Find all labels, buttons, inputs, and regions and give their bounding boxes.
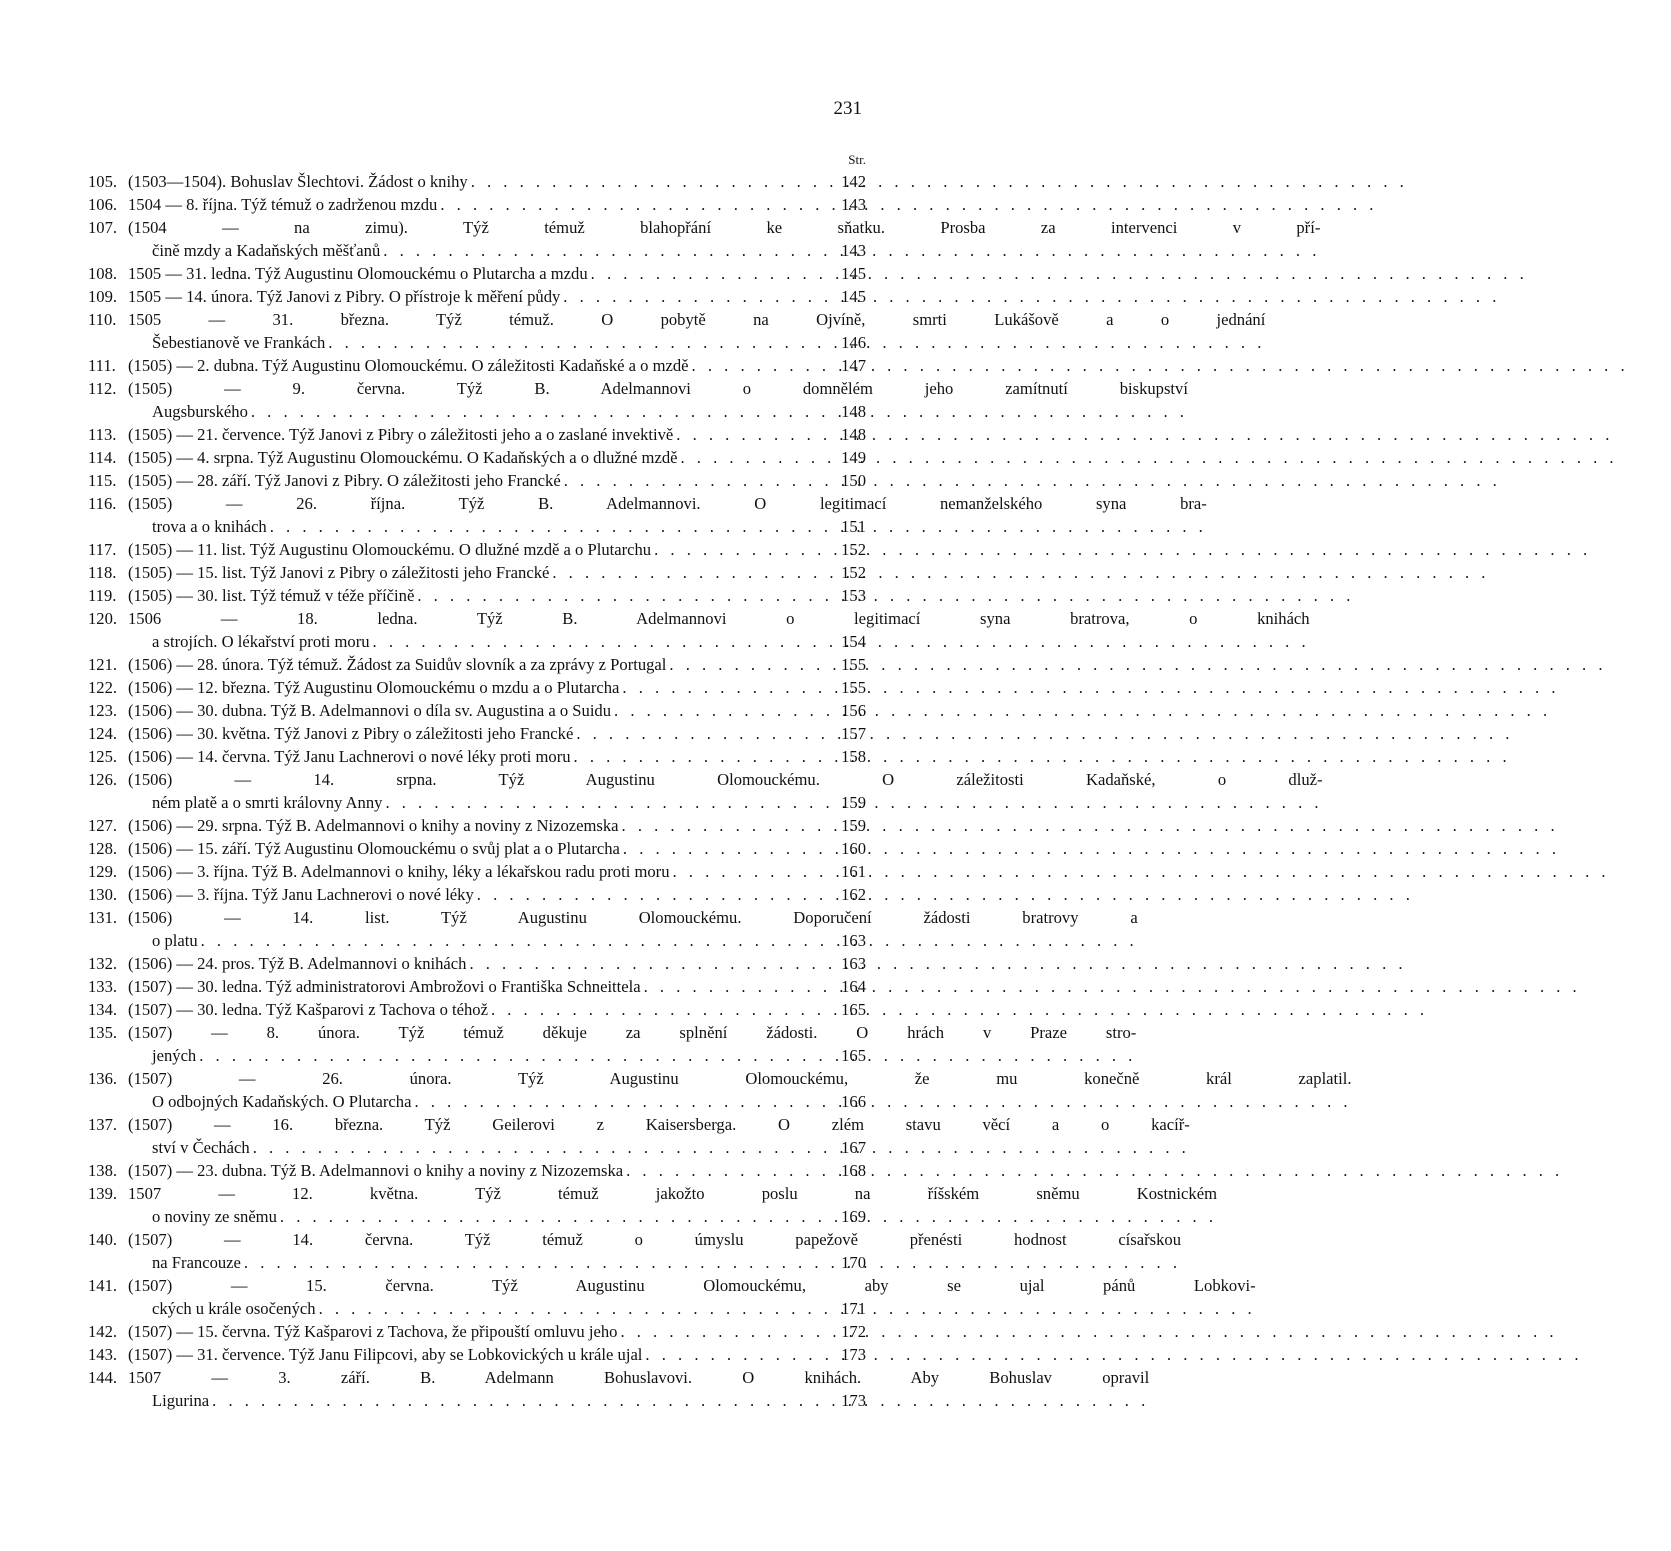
entry-title-text: 1505 — 14. února. Týž Janovi z Pibry. O přístroje k měření půdy	[128, 287, 561, 306]
entry-number: 108.	[88, 264, 118, 283]
entry-page: 160	[841, 839, 866, 858]
entry-number: 116.	[88, 494, 117, 513]
entry-page: 165	[841, 1046, 866, 1065]
entry-title-line	[128, 561, 1489, 584]
entry-number: 110.	[88, 310, 117, 329]
toc-entry	[88, 446, 866, 469]
entry-title-line	[128, 998, 1428, 1021]
entry-page: 155	[841, 678, 866, 697]
entry-number: 139.	[88, 1184, 118, 1203]
toc-entry	[88, 377, 1188, 423]
toc-entry	[88, 1021, 1137, 1067]
dot-leader	[677, 446, 1617, 469]
entry-title-text: (1505) — 28. září. Týž Janovi z Pibry. O záležitosti jeho Francké	[128, 471, 561, 490]
entry-page: 143	[841, 241, 866, 260]
entry-page: 157	[841, 724, 866, 743]
toc-entry	[88, 699, 866, 722]
entry-title-line	[128, 1251, 1181, 1274]
entry-title	[128, 354, 1671, 377]
entry-title-line: (1506) — 14. srpna. Týž Augustinu Olomouckému. O záležitosti Kadaňské, o dluž-	[128, 770, 1323, 789]
entry-title	[128, 653, 1648, 676]
entry-title-line	[128, 584, 1354, 607]
table-of-contents	[88, 170, 1352, 1412]
entry-number: 106.	[88, 195, 118, 214]
toc-entry	[88, 860, 866, 883]
entry-title	[128, 584, 1396, 607]
entry-title	[128, 975, 1623, 998]
entry-title-text: (1507) — 30. ledna. Týž Kašparovi z Tachova o téhož	[128, 1000, 488, 1019]
entry-title	[128, 423, 1655, 446]
toc-entry	[88, 906, 1138, 952]
entry-number: 123.	[88, 701, 118, 720]
entry-page: 145	[841, 264, 866, 283]
dot-leader	[549, 561, 1489, 584]
entry-title-text: (1506) — 30. května. Týž Janovi z Pibry o záležitosti jeho Francké	[128, 724, 574, 743]
entry-title-text: (1507) — 15. června. Týž Kašparovi z Tachova, že připouští omluvu jeho	[128, 1322, 618, 1341]
entry-title-text: na Francouze	[152, 1253, 241, 1272]
dot-leader	[241, 1251, 1181, 1274]
entry-page: 148	[841, 402, 866, 421]
entry-number: 131.	[88, 908, 118, 927]
dot-leader	[617, 1320, 1557, 1343]
dot-leader	[642, 1343, 1582, 1366]
dot-leader	[414, 584, 1354, 607]
dot-leader	[641, 975, 1581, 998]
entry-title-text: (1506) — 3. října. Týž Janu Lachnerovi o nové léky	[128, 885, 474, 904]
toc-entry	[88, 1366, 1150, 1412]
entry-page: 163	[841, 931, 866, 950]
entry-title-line	[128, 170, 1408, 193]
dot-leader	[651, 538, 1591, 561]
entry-number: 137.	[88, 1115, 118, 1134]
entry-title	[128, 1067, 1394, 1113]
entry-title-text: (1505) — 15. list. Týž Janovi z Pibry o záležitosti jeho Francké	[128, 563, 550, 582]
entry-page: 151	[841, 517, 866, 536]
entry-title-line	[128, 791, 1323, 814]
entry-number: 134.	[88, 1000, 118, 1019]
entry-title-text: čině mzdy a Kadaňských měšťanů	[152, 241, 381, 260]
entry-title-text: (1506) — 24. pros. Týž B. Adelmannovi o knihách	[128, 954, 467, 973]
entry-title-text: 1504 — 8. října. Týž témuž o zadrženou mzdu	[128, 195, 438, 214]
entry-title-text: (1507) — 30. ledna. Týž administratorovi Ambrožovi o Františka Schneittela	[128, 977, 641, 996]
entry-title-text: O odbojných Kadaňských. O Plutarcha	[152, 1092, 412, 1111]
entry-title-text: (1506) — 3. října. Týž B. Adelmannovi o knihy, léky a lékařskou radu proti moru	[128, 862, 670, 881]
entry-number: 121.	[88, 655, 118, 674]
entry-number: 125.	[88, 747, 118, 766]
entry-title-line: (1507) — 15. června. Týž Augustinu Olomouckému, aby se ujal pánů Lobkovi-	[128, 1276, 1256, 1295]
entry-title	[128, 952, 1449, 975]
dot-leader	[620, 837, 1560, 860]
entry-title	[128, 1274, 1298, 1320]
entry-title-line	[128, 630, 1310, 653]
entry-title-line: (1505) — 9. června. Týž B. Adelmannovi o domnělém jeho zamítnutí biskupství	[128, 379, 1188, 398]
entry-number: 122.	[88, 678, 118, 697]
dot-leader	[488, 998, 1428, 1021]
entry-title	[128, 998, 1470, 1021]
dot-leader	[474, 883, 1414, 906]
entry-title-line	[128, 331, 1265, 354]
entry-number: 120.	[88, 609, 118, 628]
entry-page: 161	[841, 862, 866, 881]
entry-page: 167	[841, 1138, 866, 1157]
entry-title-text: (1506) — 15. září. Týž Augustinu Olomouckému o svůj plat a o Plutarcha	[128, 839, 620, 858]
dot-leader	[209, 1389, 1149, 1412]
entry-number: 109.	[88, 287, 118, 306]
entry-title-text: (1505) — 21. července. Týž Janovi z Pibry o záležitosti jeho a o zaslané invektivě	[128, 425, 674, 444]
entry-page: 145	[841, 287, 866, 306]
entry-number: 142.	[88, 1322, 118, 1341]
entry-title-line	[128, 446, 1618, 469]
entry-page: 163	[841, 954, 866, 973]
entry-number: 132.	[88, 954, 118, 973]
toc-entry	[88, 952, 866, 975]
entry-number: 105.	[88, 172, 118, 191]
dot-leader	[198, 929, 1138, 952]
toc-entry	[88, 170, 866, 193]
entry-title	[128, 308, 1307, 354]
entry-title-line	[128, 1090, 1352, 1113]
entry-title-text: (1503—1504). Bohuslav Šlechtovi. Žádost o knihy	[128, 172, 468, 191]
entry-title-line	[128, 1044, 1136, 1067]
entry-title-text: o platu	[152, 931, 198, 950]
dot-leader	[673, 423, 1613, 446]
entry-title-text: ném platě a o smrti královny Anny	[152, 793, 383, 812]
toc-entry	[88, 768, 1323, 814]
entry-page: 153	[841, 586, 866, 605]
dot-leader	[666, 653, 1606, 676]
entry-title-line	[128, 285, 1500, 308]
entry-page: 156	[841, 701, 866, 720]
entry-title-text: (1505) — 2. dubna. Týž Augustinu Olomouckému. O záležitosti Kadaňské a o mzdě	[128, 356, 689, 375]
toc-entry	[88, 837, 866, 860]
entry-title-text: trova a o knihách	[152, 517, 267, 536]
entry-page: 159	[841, 816, 866, 835]
toc-entry	[88, 1343, 866, 1366]
toc-entry	[88, 745, 866, 768]
entry-title-text: (1506) — 28. února. Týž témuž. Žádost za Suidův slovník a za zprávy z Portugal	[128, 655, 667, 674]
entry-title-text: (1506) — 12. března. Týž Augustinu Olomouckému o mzdu a o Plutarcha	[128, 678, 620, 697]
entry-title-text: (1505) — 11. list. Týž Augustinu Olomouckému. O dlužné mzdě a o Plutarchu	[128, 540, 652, 559]
entry-title-line: (1507) — 26. února. Týž Augustinu Olomouckému, že mu konečně král zaplatil.	[128, 1069, 1352, 1088]
dot-leader	[277, 1205, 1217, 1228]
entry-title-line: 1505 — 31. března. Týž témuž. O pobytě na Ojvíně, smrti Lukášově a o jednání	[128, 310, 1266, 329]
toc-entry	[88, 1182, 1217, 1228]
entry-title-line	[128, 193, 1377, 216]
entry-title-text: Augsburského	[152, 402, 248, 421]
entry-page: 172	[841, 1322, 866, 1341]
entry-number: 117.	[88, 540, 117, 559]
toc-entry	[88, 975, 866, 998]
dot-leader	[571, 745, 1511, 768]
entry-page: 168	[841, 1161, 866, 1180]
entry-title-line	[128, 1205, 1217, 1228]
entry-title-line	[128, 423, 1613, 446]
entry-title-text: (1505) — 30. list. Týž témuž v téže příčině	[128, 586, 415, 605]
entry-page: 146	[841, 333, 866, 352]
dot-leader	[468, 170, 1408, 193]
entry-number: 111.	[88, 356, 116, 375]
entry-number: 135.	[88, 1023, 118, 1042]
entry-title	[128, 883, 1456, 906]
entry-number: 130.	[88, 885, 118, 904]
dot-leader	[316, 1297, 1256, 1320]
dot-leader	[560, 285, 1500, 308]
entry-number: 127.	[88, 816, 118, 835]
entry-title-line: 1507 — 3. září. B. Adelmann Bohuslavovi. O knihách. Aby Bohuslav opravil	[128, 1368, 1150, 1387]
dot-leader	[196, 1044, 1136, 1067]
entry-number: 140.	[88, 1230, 118, 1249]
entry-title-text: a strojích. O lékařství proti moru	[152, 632, 370, 651]
entry-title-line	[128, 722, 1513, 745]
toc-entry	[88, 423, 866, 446]
entry-title-line	[128, 952, 1407, 975]
entry-title-line	[128, 469, 1501, 492]
entry-title	[128, 538, 1633, 561]
dot-leader	[325, 331, 1265, 354]
entry-title-line: 1507 — 12. května. Týž témuž jakožto poslu na říšském sněmu Kostnickém	[128, 1184, 1217, 1203]
entry-title-line	[128, 1136, 1190, 1159]
entry-number: 114.	[88, 448, 117, 467]
entry-number: 118.	[88, 563, 117, 582]
entry-page: 165	[841, 1000, 866, 1019]
toc-entry	[88, 1113, 1190, 1159]
entry-page: 166	[841, 1092, 866, 1111]
entry-title-text: (1505) — 4. srpna. Týž Augustinu Olomouckému. O Kadaňských a o dlužné mzdě	[128, 448, 678, 467]
toc-entry	[88, 1228, 1181, 1274]
entry-number: 113.	[88, 425, 117, 444]
toc-entry	[88, 262, 866, 285]
entry-title	[128, 1113, 1232, 1159]
entry-page: 159	[841, 793, 866, 812]
dot-leader	[588, 262, 1528, 285]
entry-title	[128, 170, 1450, 193]
entry-page: 169	[841, 1207, 866, 1226]
entry-title-line: 1506 — 18. ledna. Týž B. Adelmannovi o legitimací syna bratrova, o knihách	[128, 609, 1310, 628]
entry-title-line: (1504 — na zimu). Týž témuž blahopřání ke sňatku. Prosba za intervenci v pří-	[128, 218, 1321, 237]
entry-title	[128, 446, 1660, 469]
entry-title	[128, 377, 1230, 423]
entry-page: 149	[841, 448, 866, 467]
dot-leader	[248, 400, 1188, 423]
toc-entry	[88, 653, 866, 676]
dot-leader	[466, 952, 1406, 975]
toc-entry	[88, 538, 866, 561]
entry-title-line	[128, 653, 1606, 676]
entry-number: 112.	[88, 379, 117, 398]
toc-entry	[88, 676, 866, 699]
entry-title-line: (1507) — 8. února. Týž témuž děkuje za splnění žádosti. O hrách v Praze stro-	[128, 1023, 1137, 1042]
entry-title-line	[128, 1297, 1256, 1320]
entry-number: 133.	[88, 977, 118, 996]
entry-title	[128, 1343, 1625, 1366]
entry-number: 143.	[88, 1345, 118, 1364]
dot-leader	[611, 699, 1551, 722]
toc-entry	[88, 354, 866, 377]
entry-title-line: (1505) — 26. října. Týž B. Adelmannovi. O legitimací nemanželského syna bra-	[128, 494, 1207, 513]
entry-page: 164	[841, 977, 866, 996]
entry-page: 152	[841, 540, 866, 559]
entry-title-text: 1505 — 31. ledna. Týž Augustinu Olomouckému o Plutarcha a mzdu	[128, 264, 588, 283]
entry-title-line	[128, 239, 1320, 262]
entry-title-text: o noviny ze sněmu	[152, 1207, 277, 1226]
entry-page: 162	[841, 885, 866, 904]
toc-entry	[88, 308, 1266, 354]
entry-title-line	[128, 745, 1511, 768]
toc-entry	[88, 1320, 866, 1343]
entry-title-line	[128, 860, 1610, 883]
toc-entry	[88, 607, 1310, 653]
entry-title-line	[128, 354, 1629, 377]
entry-title-text: ství v Čechách	[152, 1138, 250, 1157]
page-number: 231	[833, 98, 862, 119]
toc-entry	[88, 998, 866, 1021]
dot-leader	[267, 515, 1207, 538]
entry-page: 152	[841, 563, 866, 582]
entry-page: 158	[841, 747, 866, 766]
entry-number: 144.	[88, 1368, 118, 1387]
toc-entry	[88, 492, 1207, 538]
entry-number: 141.	[88, 1276, 118, 1295]
entry-title-text: (1507) — 23. dubna. Týž B. Adelmannovi o knihy a noviny z Nizozemska	[128, 1161, 624, 1180]
entry-title-text: jených	[152, 1046, 197, 1065]
toc-entry	[88, 561, 866, 584]
toc-entry	[88, 216, 1321, 262]
entry-number: 126.	[88, 770, 118, 789]
entry-number: 128.	[88, 839, 118, 858]
toc-entry	[88, 1159, 866, 1182]
toc-entry	[88, 285, 866, 308]
dot-leader	[670, 860, 1610, 883]
entry-title-text: (1507) — 31. července. Týž Janu Filipcovi, aby se Lobkovických u krále ujal	[128, 1345, 643, 1364]
dot-leader	[437, 193, 1377, 216]
entry-number: 136.	[88, 1069, 118, 1088]
dot-leader	[411, 1090, 1351, 1113]
entry-page: 155	[841, 655, 866, 674]
entry-title	[128, 1021, 1178, 1067]
entry-title-line: (1507) — 16. března. Týž Geilerovi z Kaisersberga. O zlém stavu věcí a o kacíř-	[128, 1115, 1190, 1134]
page-column-label: Str.	[848, 152, 866, 167]
entry-page: 173	[841, 1391, 866, 1410]
entry-page: 143	[841, 195, 866, 214]
entry-page: 147	[841, 356, 866, 375]
entry-title-line: (1506) — 14. list. Týž Augustinu Olomouckému. Doporučení žádosti bratrovy a	[128, 908, 1138, 927]
toc-entry	[88, 1274, 1256, 1320]
entry-title-text: ckých u krále osočených	[152, 1299, 316, 1318]
entry-title	[128, 1366, 1191, 1412]
entry-number: 119.	[88, 586, 117, 605]
entry-title-line: (1507) — 14. června. Týž témuž o úmyslu papežově přenésti hodnost císařskou	[128, 1230, 1181, 1249]
entry-title-line	[128, 883, 1414, 906]
entry-title-text: Šebestianově ve Frankách	[152, 333, 326, 352]
dot-leader	[250, 1136, 1190, 1159]
entry-number: 115.	[88, 471, 117, 490]
entry-page: 150	[841, 471, 866, 490]
toc-entry	[88, 469, 866, 492]
toc-entry	[88, 584, 866, 607]
entry-page: 142	[841, 172, 866, 191]
entry-title	[128, 492, 1249, 538]
entry-title	[128, 768, 1365, 814]
entry-title	[128, 860, 1652, 883]
entry-title-text: (1506) — 14. června. Týž Janu Lachnerovi o nové léky proti moru	[128, 747, 571, 766]
entry-title	[128, 1228, 1223, 1274]
entry-number: 124.	[88, 724, 118, 743]
entry-title-line	[128, 400, 1188, 423]
entry-title-line	[128, 929, 1138, 952]
entry-title-line	[128, 1389, 1149, 1412]
entry-number: 129.	[88, 862, 118, 881]
entry-title	[128, 906, 1180, 952]
entry-title	[128, 607, 1352, 653]
entry-number: 138.	[88, 1161, 118, 1180]
entry-page: 170	[841, 1253, 866, 1272]
entry-title	[128, 1159, 1605, 1182]
entry-page: 148	[841, 425, 866, 444]
toc-entry	[88, 1067, 1352, 1113]
entry-number: 107.	[88, 218, 118, 237]
dot-leader	[619, 676, 1559, 699]
toc-entry	[88, 814, 866, 837]
entry-title	[128, 1182, 1259, 1228]
entry-title-text: (1506) — 30. dubna. Týž B. Adelmannovi o díla sv. Augustina a o Suidu	[128, 701, 612, 720]
entry-title	[128, 216, 1362, 262]
toc-entry	[88, 722, 866, 745]
entry-title-text: (1506) — 29. srpna. Týž B. Adelmannovi o knihy a noviny z Nizozemska	[128, 816, 619, 835]
entry-page: 171	[841, 1299, 866, 1318]
dot-leader	[623, 1159, 1563, 1182]
dot-leader	[561, 469, 1501, 492]
toc-entry	[88, 193, 866, 216]
entry-page: 154	[841, 632, 866, 651]
dot-leader	[619, 814, 1559, 837]
entry-title-text: Ligurina	[152, 1391, 210, 1410]
entry-page: 173	[841, 1345, 866, 1364]
toc-entry	[88, 883, 866, 906]
entry-title-line	[128, 515, 1207, 538]
dot-leader	[573, 722, 1513, 745]
entry-title	[128, 193, 1419, 216]
